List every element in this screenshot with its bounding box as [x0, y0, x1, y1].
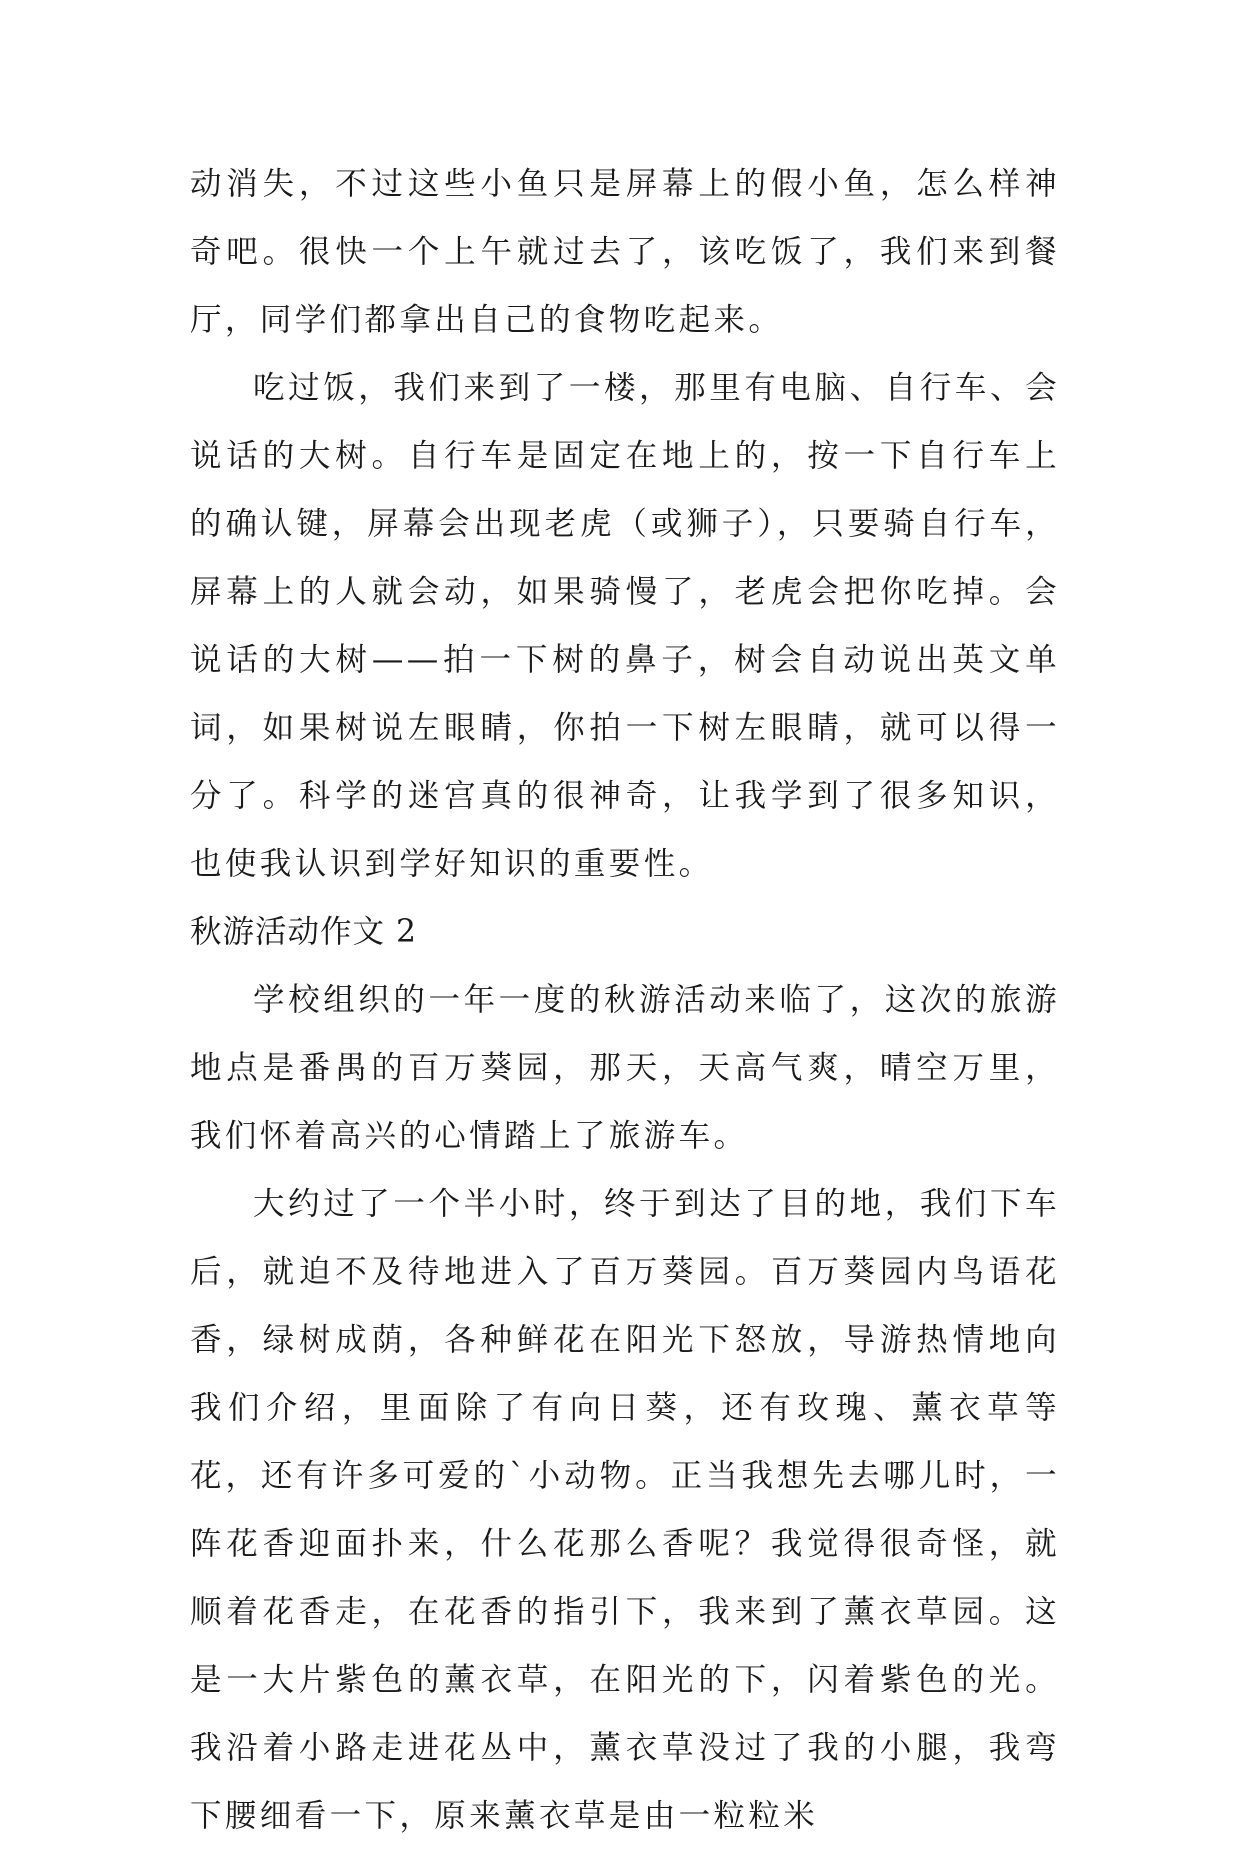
- paragraph-science-maze: 吃过饭，我们来到了一楼，那里有电脑、自行车、会说话的大树。自行车是固定在地上的，按一下自行车上的确认键，屏幕会出现老虎（或狮子），只要骑自行车，屏幕上的人就会动，如果骑慢了，老虎会把你吃掉。会说话的大树——拍一下树的鼻子，树会自动说出英文单词，如果树说左眼睛，你拍一下树左眼睛，就可以得一分了。科学的迷宫真的很神奇，让我学到了很多知识，也使我认识到学好知识的重要性。: [190, 370, 1060, 882]
- paragraph-continued: 动消失，不过这些小鱼只是屏幕上的假小鱼，怎么样神奇吧。很快一个上午就过去了，该吃饭了，我们来到餐厅，同学们都拿出自己的食物吃起来。: [190, 166, 1060, 338]
- document-page: [190, 150, 1060, 1850]
- section-title: 秋游活动作文 2: [190, 914, 418, 950]
- paragraph-autumn-trip-intro: 学校组织的一年一度的秋游活动来临了，这次的旅游地点是番禺的百万葵园，那天，天高气爽，晴空万里，我们怀着高兴的心情踏上了旅游车。: [190, 982, 1060, 1154]
- paragraph-sunflower-garden: 大约过了一个半小时，终于到达了目的地，我们下车后，就迫不及待地进入了百万葵园。百万葵园内鸟语花香，绿树成荫，各种鲜花在阳光下怒放，导游热情地向我们介绍，里面除了有向日葵，还有玫瑰、薰衣草等花，还有许多可爱的`小动物。正当我想先去哪儿时，一阵花香迎面扑来，什么花那么香呢？我觉得很奇怪，就顺着花香走，在花香的指引下，我来到了薰衣草园。这是一大片紫色的薰衣草，在阳光的下，闪着紫色的光。我沿着小路走进花丛中，薰衣草没过了我的小腿，我弯下腰细看一下，原来薰衣草是由一粒粒米: [190, 1186, 1060, 1834]
